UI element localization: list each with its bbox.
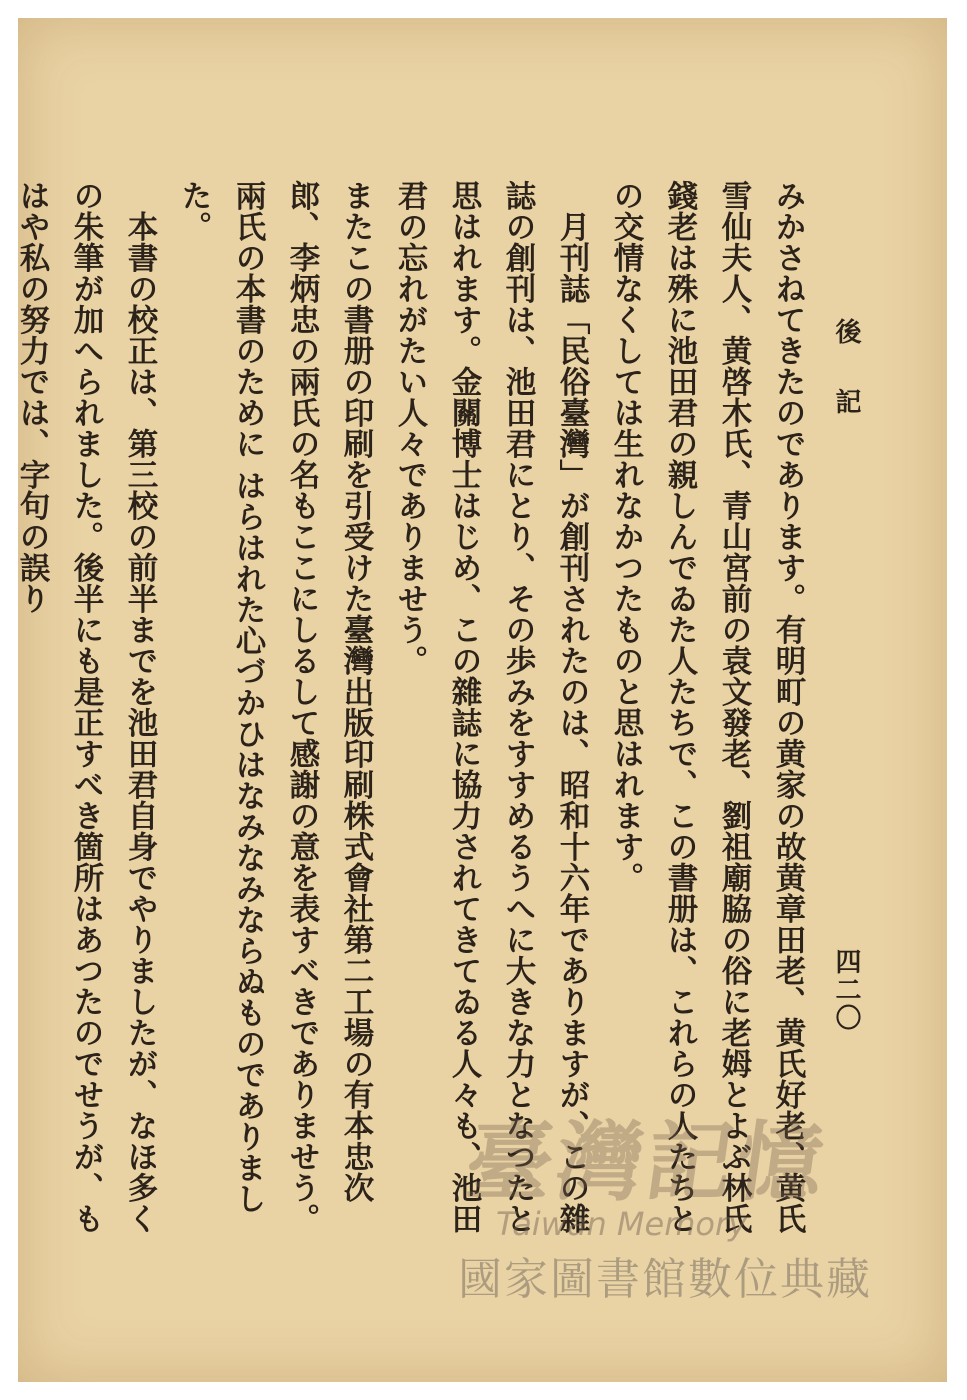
paragraph: またこの書册の印刷を引受けた臺灣出版印刷株式會社第二工場の有本忠次郎、李炳忠の兩氏の名もここにしるして感謝の意を表すべきでありませう。兩氏の本書のために はらはれた心づかひはなみなみならぬものでありました。 (176, 180, 374, 1234)
page-number: 四二〇 (831, 948, 861, 1032)
paragraph: 月刊誌「民俗臺灣」が創刊されたのは、昭和十六年でありますが、この雜誌の創刊は、池田君にとり、その歩みをすすめるうへに大きな力となつたと思はれます。金關博士はじめ、この雜誌に協力されてきてゐる人々も、池田君の忘れがたい人々でありませう。 (392, 180, 590, 1234)
document-page (14, 18, 947, 1382)
paragraph: 本書の校正は、第三校の前半までを池田君自身でやりましたが、なほ多くの朱筆が加へられました。後半にも是正すべき箇所はあつたのでせうが、もはや私の努力では、字句の誤り (14, 180, 158, 1234)
watermark (448, 1093, 928, 1313)
watermark-library-name: 國家圖書館數位典藏 (458, 1254, 872, 1305)
watermark-logo-english: Taiwan Memory (496, 1205, 748, 1243)
paragraph: みかさねてきたのであります。有明町の黄家の故黄章田老、黄氏好老、黄氏雪仙夫人、黄啓木氏、青山宮前の袁文發老、劉祖廟脇の俗に老姆とよぶ林氏錢老は殊に池田君の親しんでゐた人たちで、この書册は、これらの人たちとの交情なくしては生れなかつたものと思はれます。 (608, 180, 806, 1234)
body-text (14, 180, 815, 1240)
watermark-logo-calligraphy: 臺灣記憶 (459, 1112, 835, 1213)
page-header-title: 後記 (831, 318, 861, 458)
